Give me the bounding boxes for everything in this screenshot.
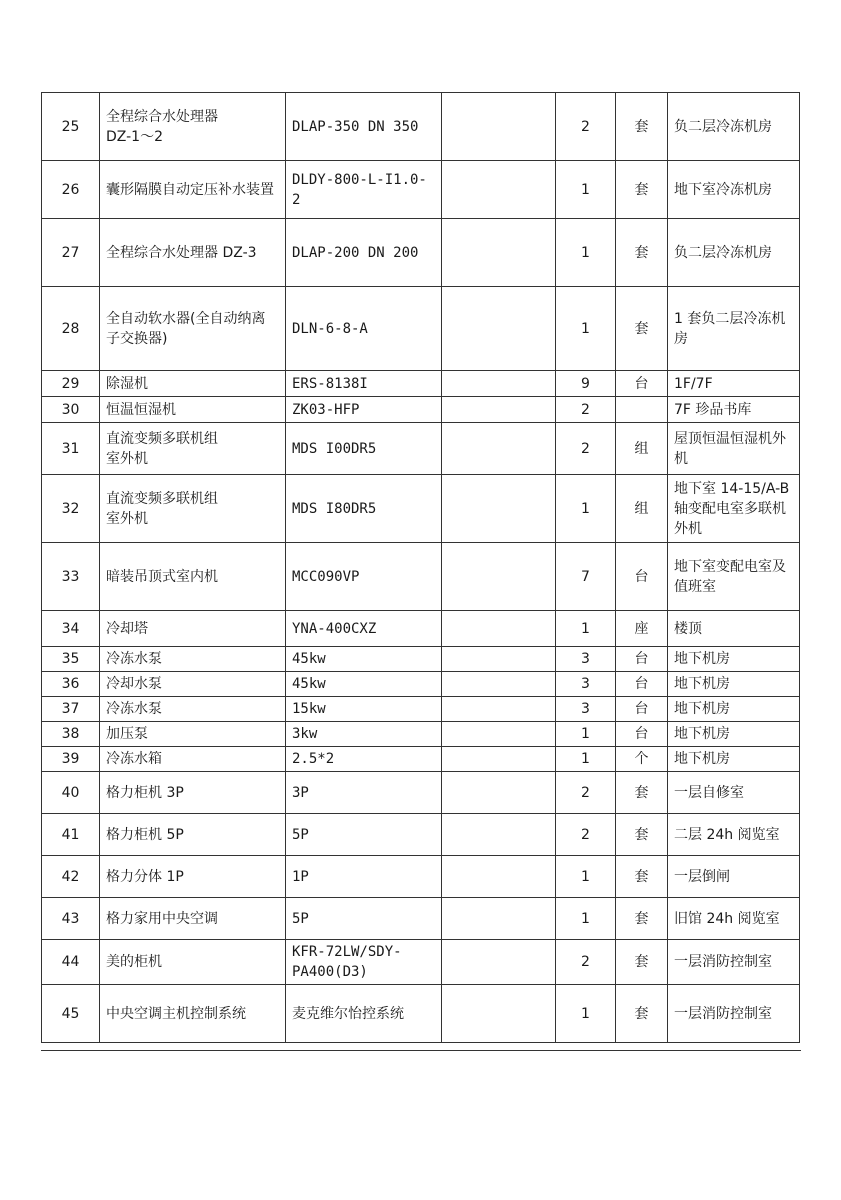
unit-cell: 个: [616, 747, 668, 772]
equipment-name-cell: 格力柜机 3P: [100, 772, 286, 814]
location-cell: 负二层冷冻机房: [668, 93, 800, 161]
blank-cell: [442, 371, 556, 397]
quantity-cell: 1: [556, 475, 616, 543]
location-cell: 一层自修室: [668, 772, 800, 814]
model-cell: MDS I00DR5: [286, 423, 442, 475]
model-cell: DLAP-350 DN 350: [286, 93, 442, 161]
location-cell: 地下机房: [668, 722, 800, 747]
row-number-cell: 33: [42, 543, 100, 611]
equipment-name-cell: 全程综合水处理器 DZ-1～2: [100, 93, 286, 161]
row-number-cell: 41: [42, 814, 100, 856]
location-cell: 二层 24h 阅览室: [668, 814, 800, 856]
quantity-cell: 2: [556, 940, 616, 985]
table-row: [42, 475, 800, 543]
table-row: [42, 697, 800, 722]
equipment-name-cell: 直流变频多联机组 室外机: [100, 475, 286, 543]
table-row: [42, 985, 800, 1043]
table-row: [42, 93, 800, 161]
unit-cell: 台: [616, 697, 668, 722]
unit-cell: [616, 397, 668, 423]
table-row: [42, 722, 800, 747]
equipment-name-cell: 格力分体 1P: [100, 856, 286, 898]
model-cell: YNA-400CXZ: [286, 611, 442, 647]
equipment-name-cell: 格力柜机 5P: [100, 814, 286, 856]
equipment-name-cell: 冷冻水箱: [100, 747, 286, 772]
model-cell: KFR-72LW/SDY-PA400(D3): [286, 940, 442, 985]
unit-cell: 组: [616, 423, 668, 475]
unit-cell: 座: [616, 611, 668, 647]
location-cell: 地下机房: [668, 747, 800, 772]
row-number-cell: 40: [42, 772, 100, 814]
model-cell: 3P: [286, 772, 442, 814]
blank-cell: [442, 647, 556, 672]
location-cell: 屋顶恒温恒湿机外机: [668, 423, 800, 475]
model-cell: 5P: [286, 898, 442, 940]
blank-cell: [442, 814, 556, 856]
quantity-cell: 9: [556, 371, 616, 397]
table-row: [42, 161, 800, 219]
blank-cell: [442, 611, 556, 647]
blank-cell: [442, 543, 556, 611]
quantity-cell: 3: [556, 647, 616, 672]
row-number-cell: 38: [42, 722, 100, 747]
model-cell: DLN-6-8-A: [286, 287, 442, 371]
unit-cell: 套: [616, 287, 668, 371]
unit-cell: 组: [616, 475, 668, 543]
quantity-cell: 1: [556, 287, 616, 371]
location-cell: 地下室 14-15/A-B 轴变配电室多联机外机: [668, 475, 800, 543]
blank-cell: [442, 423, 556, 475]
row-number-cell: 28: [42, 287, 100, 371]
model-cell: 1P: [286, 856, 442, 898]
table-row: [42, 423, 800, 475]
equipment-table: [41, 92, 800, 1043]
equipment-name-cell: 直流变频多联机组 室外机: [100, 423, 286, 475]
quantity-cell: 1: [556, 898, 616, 940]
quantity-cell: 2: [556, 772, 616, 814]
equipment-name-cell: 恒温恒湿机: [100, 397, 286, 423]
blank-cell: [442, 985, 556, 1043]
location-cell: 1 套负二层冷冻机房: [668, 287, 800, 371]
blank-cell: [442, 772, 556, 814]
table-row: [42, 287, 800, 371]
blank-cell: [442, 898, 556, 940]
equipment-name-cell: 冷冻水泵: [100, 647, 286, 672]
location-cell: 负二层冷冻机房: [668, 219, 800, 287]
row-number-cell: 31: [42, 423, 100, 475]
row-number-cell: 45: [42, 985, 100, 1043]
location-cell: 楼顶: [668, 611, 800, 647]
quantity-cell: 1: [556, 985, 616, 1043]
row-number-cell: 30: [42, 397, 100, 423]
model-cell: 2.5*2: [286, 747, 442, 772]
quantity-cell: 1: [556, 161, 616, 219]
row-number-cell: 26: [42, 161, 100, 219]
equipment-name-cell: 美的柜机: [100, 940, 286, 985]
blank-cell: [442, 856, 556, 898]
location-cell: 地下室变配电室及值班室: [668, 543, 800, 611]
table-bottom-rule: [41, 1050, 801, 1051]
location-cell: 地下机房: [668, 697, 800, 722]
blank-cell: [442, 672, 556, 697]
row-number-cell: 32: [42, 475, 100, 543]
table-row: [42, 672, 800, 697]
table-row: [42, 543, 800, 611]
location-cell: 1F/7F: [668, 371, 800, 397]
unit-cell: 台: [616, 543, 668, 611]
row-number-cell: 27: [42, 219, 100, 287]
unit-cell: 台: [616, 672, 668, 697]
equipment-name-cell: 囊形隔膜自动定压补水装置: [100, 161, 286, 219]
equipment-name-cell: 中央空调主机控制系统: [100, 985, 286, 1043]
row-number-cell: 44: [42, 940, 100, 985]
quantity-cell: 1: [556, 611, 616, 647]
table-row: [42, 772, 800, 814]
quantity-cell: 1: [556, 856, 616, 898]
unit-cell: 套: [616, 219, 668, 287]
quantity-cell: 3: [556, 672, 616, 697]
quantity-cell: 2: [556, 93, 616, 161]
model-cell: MCC090VP: [286, 543, 442, 611]
table-row: [42, 940, 800, 985]
location-cell: 一层消防控制室: [668, 940, 800, 985]
model-cell: 45kw: [286, 672, 442, 697]
unit-cell: 套: [616, 161, 668, 219]
quantity-cell: 2: [556, 423, 616, 475]
equipment-name-cell: 冷冻水泵: [100, 697, 286, 722]
equipment-name-cell: 暗装吊顶式室内机: [100, 543, 286, 611]
row-number-cell: 25: [42, 93, 100, 161]
equipment-name-cell: 全程综合水处理器 DZ-3: [100, 219, 286, 287]
model-cell: 麦克维尔怡控系统: [286, 985, 442, 1043]
quantity-cell: 3: [556, 697, 616, 722]
equipment-name-cell: 除湿机: [100, 371, 286, 397]
location-cell: 一层倒闸: [668, 856, 800, 898]
location-cell: 7F 珍品书库: [668, 397, 800, 423]
row-number-cell: 42: [42, 856, 100, 898]
row-number-cell: 34: [42, 611, 100, 647]
location-cell: 地下室冷冻机房: [668, 161, 800, 219]
unit-cell: 套: [616, 772, 668, 814]
model-cell: 5P: [286, 814, 442, 856]
unit-cell: 套: [616, 856, 668, 898]
blank-cell: [442, 161, 556, 219]
model-cell: 15kw: [286, 697, 442, 722]
model-cell: ERS-8138I: [286, 371, 442, 397]
row-number-cell: 36: [42, 672, 100, 697]
equipment-name-cell: 格力家用中央空调: [100, 898, 286, 940]
location-cell: 一层消防控制室: [668, 985, 800, 1043]
equipment-name-cell: 加压泵: [100, 722, 286, 747]
table-row: [42, 397, 800, 423]
table-row: [42, 371, 800, 397]
unit-cell: 套: [616, 985, 668, 1043]
unit-cell: 台: [616, 647, 668, 672]
table-row: [42, 647, 800, 672]
blank-cell: [442, 940, 556, 985]
blank-cell: [442, 697, 556, 722]
quantity-cell: 7: [556, 543, 616, 611]
blank-cell: [442, 722, 556, 747]
model-cell: 3kw: [286, 722, 442, 747]
quantity-cell: 1: [556, 747, 616, 772]
table-row: [42, 219, 800, 287]
model-cell: ZK03-HFP: [286, 397, 442, 423]
row-number-cell: 43: [42, 898, 100, 940]
blank-cell: [442, 287, 556, 371]
model-cell: DLDY-800-L-I1.0-2: [286, 161, 442, 219]
quantity-cell: 2: [556, 814, 616, 856]
quantity-cell: 1: [556, 722, 616, 747]
model-cell: MDS I80DR5: [286, 475, 442, 543]
equipment-name-cell: 全自动软水器(全自动纳离子交换器): [100, 287, 286, 371]
location-cell: 旧馆 24h 阅览室: [668, 898, 800, 940]
table-row: [42, 747, 800, 772]
unit-cell: 台: [616, 371, 668, 397]
unit-cell: 台: [616, 722, 668, 747]
blank-cell: [442, 93, 556, 161]
blank-cell: [442, 475, 556, 543]
table-row: [42, 814, 800, 856]
location-cell: 地下机房: [668, 672, 800, 697]
table-row: [42, 856, 800, 898]
row-number-cell: 29: [42, 371, 100, 397]
model-cell: DLAP-200 DN 200: [286, 219, 442, 287]
blank-cell: [442, 747, 556, 772]
blank-cell: [442, 219, 556, 287]
unit-cell: 套: [616, 940, 668, 985]
row-number-cell: 39: [42, 747, 100, 772]
row-number-cell: 37: [42, 697, 100, 722]
unit-cell: 套: [616, 93, 668, 161]
unit-cell: 套: [616, 814, 668, 856]
blank-cell: [442, 397, 556, 423]
equipment-name-cell: 冷却水泵: [100, 672, 286, 697]
unit-cell: 套: [616, 898, 668, 940]
quantity-cell: 2: [556, 397, 616, 423]
quantity-cell: 1: [556, 219, 616, 287]
table-row: [42, 898, 800, 940]
table-row: [42, 611, 800, 647]
location-cell: 地下机房: [668, 647, 800, 672]
equipment-name-cell: 冷却塔: [100, 611, 286, 647]
row-number-cell: 35: [42, 647, 100, 672]
model-cell: 45kw: [286, 647, 442, 672]
